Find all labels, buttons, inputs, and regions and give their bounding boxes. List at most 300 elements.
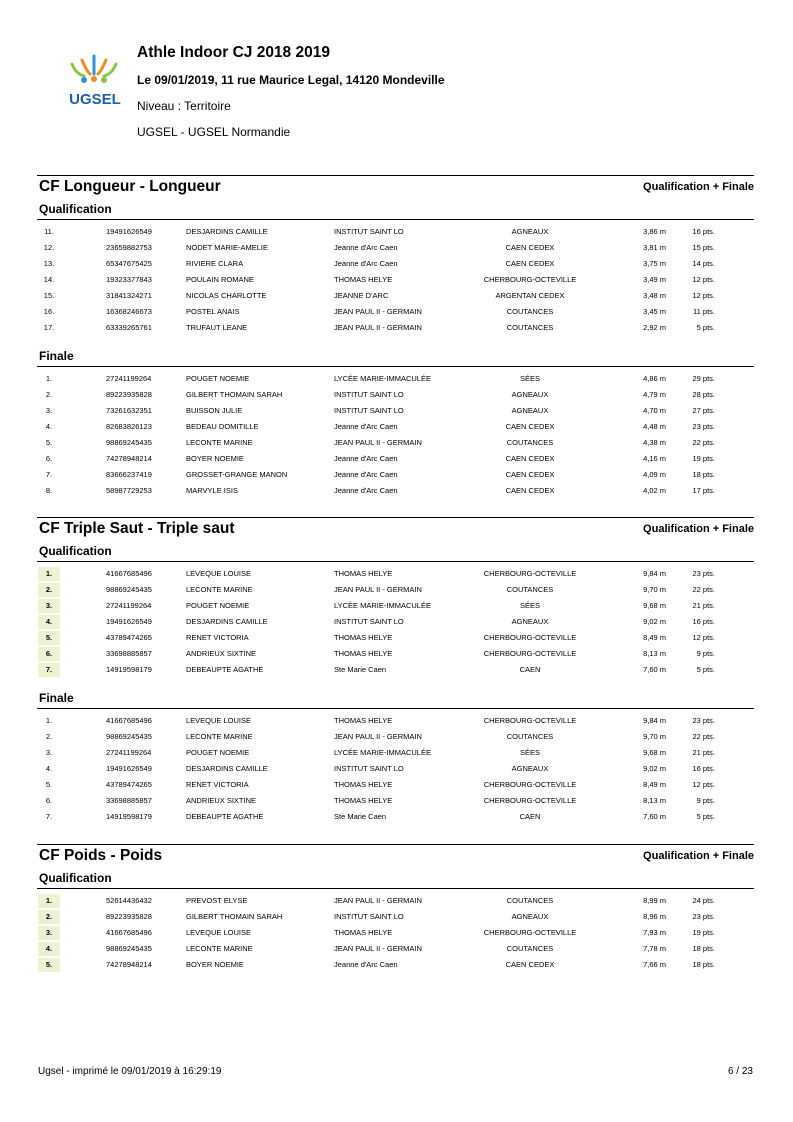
performance-cell: 9,68 m (643, 601, 666, 610)
rank-cell: 4. (38, 942, 60, 956)
table-row (37, 793, 754, 809)
rank-cell: 6. (45, 454, 53, 463)
city-cell: CHERBOURG-OCTEVILLE (483, 275, 577, 284)
licence-cell: 19491626549 (106, 227, 152, 236)
table-row (37, 614, 754, 630)
performance-cell: 3,49 m (643, 275, 666, 284)
school-cell: INSTITUT SAINT LO (334, 406, 404, 415)
points-cell: 18 pts. (692, 470, 715, 479)
table-row (37, 925, 754, 941)
phase-section (37, 346, 754, 509)
athlete-name-cell: LEVEQUE LOUISE (186, 716, 252, 725)
performance-cell: 4,70 m (643, 406, 666, 415)
school-cell: INSTITUT SAINT LO (334, 227, 404, 236)
rank-cell: 5. (45, 780, 53, 789)
points-cell: 23 pts. (692, 912, 715, 921)
licence-cell: 19323377843 (106, 275, 152, 284)
phase-title: Finale (37, 346, 754, 367)
table-row (37, 630, 754, 646)
school-cell: JEAN PAUL II - GERMAIN (334, 944, 422, 953)
athlete-name-cell: GILBERT THOMAIN SARAH (186, 912, 283, 921)
athlete-name-cell: BUISSON JULIE (186, 406, 243, 415)
athlete-name-cell: POUGET NOEMIE (186, 374, 250, 383)
rank-cell: 1. (38, 567, 60, 581)
event-header (37, 517, 754, 541)
school-cell: Jeanne d'Arc Caen (334, 486, 398, 495)
event-type: Qualification + Finale (643, 850, 754, 862)
performance-cell: 9,84 m (643, 569, 666, 578)
points-cell: 16 pts. (692, 617, 715, 626)
rank-cell: 4. (38, 615, 60, 629)
table-row (37, 957, 754, 973)
school-cell: THOMAS HELYE (334, 716, 393, 725)
points-cell: 28 pts. (692, 390, 715, 399)
city-cell: COUTANCES (506, 732, 554, 741)
athlete-name-cell: LECONTE MARINE (186, 438, 253, 447)
athlete-name-cell: LECONTE MARINE (186, 585, 253, 594)
points-cell: 21 pts. (692, 748, 715, 757)
city-cell: CAEN CEDEX (505, 486, 555, 495)
performance-cell: 2,92 m (643, 323, 666, 332)
athlete-name-cell: LECONTE MARINE (186, 944, 253, 953)
table-row (37, 288, 754, 304)
performance-cell: 3,81 m (643, 243, 666, 252)
licence-cell: 74278948214 (106, 454, 152, 463)
phase-title: Qualification (37, 199, 754, 220)
performance-cell: 9,02 m (643, 764, 666, 773)
table-row (37, 582, 754, 598)
city-cell: SÉES (519, 374, 540, 383)
city-cell: COUTANCES (506, 307, 554, 316)
athlete-name-cell: BOYER NOEMIE (186, 960, 244, 969)
table-row (37, 451, 754, 467)
points-cell: 22 pts. (692, 585, 715, 594)
city-cell: COUTANCES (506, 323, 554, 332)
school-cell: THOMAS HELYE (334, 796, 393, 805)
performance-cell: 3,48 m (643, 291, 666, 300)
event-header (37, 175, 754, 199)
school-cell: THOMAS HELYE (334, 780, 393, 789)
licence-cell: 73261632351 (106, 406, 152, 415)
table-row (37, 419, 754, 435)
city-cell: COUTANCES (506, 944, 554, 953)
table-row (37, 304, 754, 320)
footer-print-info: Ugsel - imprimé le 09/01/2019 à 16:29:19 (38, 1066, 222, 1077)
rank-cell: 11. (44, 227, 54, 236)
school-cell: JEAN PAUL II - GERMAIN (334, 438, 422, 447)
points-cell: 14 pts. (692, 259, 715, 268)
rank-cell: 2. (45, 390, 53, 399)
school-cell: Ste Marie Caen (334, 665, 387, 674)
city-cell: CHERBOURG-OCTEVILLE (483, 649, 577, 658)
school-cell: Jeanne d'Arc Caen (334, 422, 398, 431)
performance-cell: 9,84 m (643, 716, 666, 725)
points-cell: 22 pts. (692, 732, 715, 741)
points-cell: 29 pts. (692, 374, 715, 383)
city-cell: CAEN CEDEX (505, 259, 555, 268)
points-cell: 19 pts. (692, 928, 715, 937)
performance-cell: 3,45 m (643, 307, 666, 316)
licence-cell: 83666237419 (106, 470, 152, 479)
licence-cell: 41667685496 (106, 928, 152, 937)
page-title: Athle Indoor CJ 2018 2019 (137, 44, 330, 61)
licence-cell: 27241199264 (106, 748, 152, 757)
results-table (37, 220, 754, 346)
licence-cell: 65347675425 (106, 259, 152, 268)
table-row (37, 646, 754, 662)
school-cell: JEANNE D'ARC (334, 291, 389, 300)
points-cell: 27 pts. (692, 406, 715, 415)
school-cell: Jeanne d'Arc Caen (334, 243, 398, 252)
city-cell: CAEN CEDEX (505, 960, 555, 969)
licence-cell: 63339265761 (106, 323, 152, 332)
rank-cell: 4. (45, 422, 53, 431)
licence-cell: 33698885857 (106, 796, 152, 805)
licence-cell: 98869245435 (106, 585, 152, 594)
athlete-name-cell: GILBERT THOMAIN SARAH (186, 390, 283, 399)
athlete-name-cell: PREVOST ELYSE (186, 896, 248, 905)
event-date-place: Le 09/01/2019, 11 rue Maurice Legal, 14120 Mondeville (137, 73, 445, 87)
points-cell: 23 pts. (692, 716, 715, 725)
school-cell: LYCÉE MARIE-IMMACULÉE (334, 748, 431, 757)
performance-cell: 8,49 m (643, 780, 666, 789)
points-cell: 9 pts. (696, 796, 715, 805)
rank-cell: 12. (43, 243, 55, 252)
rank-cell: 3. (45, 406, 53, 415)
performance-cell: 7,93 m (643, 928, 666, 937)
points-cell: 16 pts. (692, 227, 715, 236)
city-cell: CHERBOURG-OCTEVILLE (483, 633, 577, 642)
licence-cell: 58987729253 (106, 486, 152, 495)
performance-cell: 7,60 m (643, 812, 666, 821)
licence-cell: 89223935828 (106, 912, 152, 921)
athlete-name-cell: DEBEAUPTE AGATHE (186, 665, 264, 674)
phase-title: Finale (37, 688, 754, 709)
svg-text:UGSEL: UGSEL (69, 91, 121, 108)
school-cell: Jeanne d'Arc Caen (334, 454, 398, 463)
rank-cell: 4. (45, 764, 53, 773)
table-row (37, 387, 754, 403)
points-cell: 18 pts. (692, 960, 715, 969)
licence-cell: 43789474265 (106, 780, 152, 789)
city-cell: CAEN CEDEX (505, 470, 555, 479)
school-cell: INSTITUT SAINT LO (334, 390, 404, 399)
athlete-name-cell: DESJARDINS CAMILLE (186, 617, 268, 626)
school-cell: LYCÉE MARIE-IMMACULÉE (334, 374, 431, 383)
table-row (37, 941, 754, 957)
school-cell: INSTITUT SAINT LO (334, 912, 404, 921)
athlete-name-cell: LEVEQUE LOUISE (186, 569, 252, 578)
athlete-name-cell: POULAIN ROMANE (186, 275, 254, 284)
school-cell: LYCÉE MARIE-IMMACULÉE (334, 601, 431, 610)
licence-cell: 19491626549 (106, 764, 152, 773)
performance-cell: 4,02 m (643, 486, 666, 495)
event-section (37, 175, 754, 509)
performance-cell: 9,68 m (643, 748, 666, 757)
school-cell: INSTITUT SAINT LO (334, 764, 404, 773)
licence-cell: 98869245435 (106, 732, 152, 741)
athlete-name-cell: RENET VICTORIA (186, 780, 249, 789)
table-row (37, 467, 754, 483)
results-table (37, 562, 754, 688)
points-cell: 12 pts. (692, 275, 715, 284)
points-cell: 23 pts. (692, 569, 715, 578)
table-row (37, 566, 754, 582)
school-cell: Ste Marie Caen (334, 812, 387, 821)
points-cell: 5 pts. (696, 665, 715, 674)
city-cell: AGNEAUX (511, 227, 549, 236)
city-cell: CAEN (519, 665, 541, 674)
rank-cell: 3. (45, 748, 53, 757)
performance-cell: 8,96 m (643, 912, 666, 921)
table-row (37, 272, 754, 288)
level-text: Niveau : Territoire (137, 99, 231, 113)
rank-cell: 15. (43, 291, 55, 300)
rank-cell: 6. (45, 796, 53, 805)
event-title: CF Triple Saut - Triple saut (39, 520, 235, 537)
performance-cell: 8,99 m (643, 896, 666, 905)
athlete-name-cell: MARVYLE ISIS (186, 486, 238, 495)
points-cell: 12 pts. (692, 633, 715, 642)
phase-section (37, 868, 754, 983)
points-cell: 11 pts. (693, 307, 715, 316)
performance-cell: 9,02 m (643, 617, 666, 626)
licence-cell: 41667685496 (106, 569, 152, 578)
points-cell: 22 pts. (692, 438, 715, 447)
event-section (37, 844, 754, 983)
table-row (37, 320, 754, 336)
athlete-name-cell: POUGET NOEMIE (186, 601, 250, 610)
performance-cell: 9,70 m (643, 732, 666, 741)
points-cell: 16 pts. (692, 764, 715, 773)
performance-cell: 8,13 m (643, 649, 666, 658)
performance-cell: 8,49 m (643, 633, 666, 642)
points-cell: 23 pts. (692, 422, 715, 431)
rank-cell: 7. (45, 470, 53, 479)
city-cell: AGNEAUX (511, 617, 549, 626)
document-header (0, 0, 793, 160)
licence-cell: 98869245435 (106, 944, 152, 953)
performance-cell: 4,38 m (643, 438, 666, 447)
city-cell: CHERBOURG-OCTEVILLE (483, 796, 577, 805)
table-row (37, 224, 754, 240)
performance-cell: 3,75 m (643, 259, 666, 268)
athlete-name-cell: LEVEQUE LOUISE (186, 928, 252, 937)
licence-cell: 16368246673 (106, 307, 152, 316)
school-cell: THOMAS HELYE (334, 649, 393, 658)
licence-cell: 52614436432 (106, 896, 152, 905)
performance-cell: 4,48 m (643, 422, 666, 431)
rank-cell: 13. (43, 259, 55, 268)
licence-cell: 98869245435 (106, 438, 152, 447)
city-cell: ARGENTAN CEDEX (495, 291, 565, 300)
rank-cell: 14. (43, 275, 55, 284)
points-cell: 21 pts. (692, 601, 715, 610)
table-row (37, 371, 754, 387)
city-cell: CHERBOURG-OCTEVILLE (483, 569, 577, 578)
school-cell: JEAN PAUL II - GERMAIN (334, 732, 422, 741)
city-cell: SÉES (519, 601, 540, 610)
rank-cell: 5. (45, 438, 53, 447)
licence-cell: 82683826123 (106, 422, 152, 431)
rank-cell: 17. (43, 323, 55, 332)
school-cell: THOMAS HELYE (334, 928, 393, 937)
phase-section (37, 688, 754, 835)
school-cell: JEAN PAUL II - GERMAIN (334, 585, 422, 594)
rank-cell: 7. (45, 812, 53, 821)
phase-section (37, 541, 754, 688)
table-row (37, 745, 754, 761)
table-row (37, 809, 754, 825)
rank-cell: 2. (38, 583, 60, 597)
licence-cell: 43789474265 (106, 633, 152, 642)
event-header (37, 844, 754, 868)
athlete-name-cell: RIVIERE CLARA (186, 259, 244, 268)
table-row (37, 403, 754, 419)
table-row (37, 729, 754, 745)
school-cell: INSTITUT SAINT LO (334, 617, 404, 626)
rank-cell: 5. (38, 631, 60, 645)
licence-cell: 74278948214 (106, 960, 152, 969)
licence-cell: 23659882753 (106, 243, 152, 252)
results-table (37, 889, 754, 983)
school-cell: Jeanne d'Arc Caen (334, 259, 398, 268)
athlete-name-cell: NODET MARIE-AMELIE (186, 243, 268, 252)
performance-cell: 4,16 m (643, 454, 666, 463)
licence-cell: 89223935828 (106, 390, 152, 399)
table-row (37, 909, 754, 925)
city-cell: CAEN (519, 812, 541, 821)
rank-cell: 3. (38, 599, 60, 613)
organization-text: UGSEL - UGSEL Normandie (137, 125, 291, 139)
rank-cell: 1. (45, 716, 53, 725)
city-cell: AGNEAUX (511, 764, 549, 773)
city-cell: CAEN CEDEX (505, 243, 555, 252)
school-cell: JEAN PAUL II - GERMAIN (334, 307, 422, 316)
licence-cell: 14919598179 (106, 665, 152, 674)
phase-title: Qualification (37, 868, 754, 889)
athlete-name-cell: POSTEL ANAIS (186, 307, 240, 316)
performance-cell: 9,70 m (643, 585, 666, 594)
school-cell: JEAN PAUL II - GERMAIN (334, 323, 422, 332)
performance-cell: 3,86 m (643, 227, 666, 236)
table-row (37, 256, 754, 272)
rank-cell: 2. (38, 910, 60, 924)
city-cell: COUTANCES (506, 896, 554, 905)
athlete-name-cell: ANDRIEUX SIXTINE (186, 796, 257, 805)
rank-cell: 3. (38, 926, 60, 940)
city-cell: COUTANCES (506, 438, 554, 447)
licence-cell: 27241199264 (106, 374, 152, 383)
school-cell: THOMAS HELYE (334, 569, 393, 578)
athlete-name-cell: DESJARDINS CAMILLE (186, 764, 268, 773)
points-cell: 18 pts. (692, 944, 715, 953)
school-cell: Jeanne d'Arc Caen (334, 470, 398, 479)
points-cell: 19 pts. (692, 454, 715, 463)
athlete-name-cell: GROSSET-GRANGE MANON (186, 470, 288, 479)
points-cell: 12 pts. (692, 780, 715, 789)
rank-cell: 8. (45, 486, 53, 495)
rank-cell: 16. (43, 307, 55, 316)
city-cell: AGNEAUX (511, 390, 549, 399)
athlete-name-cell: ANDRIEUX SIXTINE (186, 649, 257, 658)
rank-cell: 7. (38, 663, 60, 677)
rank-cell: 5. (38, 958, 60, 972)
rank-cell: 1. (38, 894, 60, 908)
rank-cell: 2. (45, 732, 53, 741)
ugsel-logo (60, 50, 130, 110)
table-row (37, 240, 754, 256)
event-title: CF Poids - Poids (39, 847, 163, 864)
city-cell: CHERBOURG-OCTEVILLE (483, 928, 577, 937)
points-cell: 12 pts. (692, 291, 715, 300)
school-cell: THOMAS HELYE (334, 633, 393, 642)
licence-cell: 19491626549 (106, 617, 152, 626)
points-cell: 5 pts. (696, 812, 715, 821)
table-row (37, 761, 754, 777)
licence-cell: 33698885857 (106, 649, 152, 658)
city-cell: CHERBOURG-OCTEVILLE (483, 716, 577, 725)
performance-cell: 4,79 m (643, 390, 666, 399)
results-content (37, 175, 754, 983)
event-type: Qualification + Finale (643, 523, 754, 535)
athlete-name-cell: POUGET NOEMIE (186, 748, 250, 757)
licence-cell: 27241199264 (106, 601, 152, 610)
table-row (37, 598, 754, 614)
city-cell: SÉES (519, 748, 540, 757)
city-cell: AGNEAUX (511, 912, 549, 921)
city-cell: AGNEAUX (511, 406, 549, 415)
phase-section (37, 199, 754, 346)
table-row (37, 893, 754, 909)
table-row (37, 483, 754, 499)
school-cell: THOMAS HELYE (334, 275, 393, 284)
licence-cell: 14919598179 (106, 812, 152, 821)
city-cell: COUTANCES (506, 585, 554, 594)
athlete-name-cell: RENET VICTORIA (186, 633, 249, 642)
points-cell: 17 pts. (692, 486, 715, 495)
table-row (37, 435, 754, 451)
licence-cell: 41667685496 (106, 716, 152, 725)
school-cell: Jeanne d'Arc Caen (334, 960, 398, 969)
points-cell: 15 pts. (692, 243, 715, 252)
results-table (37, 367, 754, 509)
performance-cell: 8,13 m (643, 796, 666, 805)
points-cell: 9 pts. (696, 649, 715, 658)
table-row (37, 662, 754, 678)
athlete-name-cell: LECONTE MARINE (186, 732, 253, 741)
school-cell: JEAN PAUL II - GERMAIN (334, 896, 422, 905)
phase-title: Qualification (37, 541, 754, 562)
table-row (37, 777, 754, 793)
rank-cell: 1. (45, 374, 53, 383)
performance-cell: 4,09 m (643, 470, 666, 479)
points-cell: 24 pts. (692, 896, 715, 905)
performance-cell: 7,60 m (643, 665, 666, 674)
athlete-name-cell: NICOLAS CHARLOTTE (186, 291, 267, 300)
results-table (37, 709, 754, 835)
event-title: CF Longueur - Longueur (39, 178, 221, 195)
rank-cell: 6. (38, 647, 60, 661)
points-cell: 5 pts. (696, 323, 715, 332)
performance-cell: 4,86 m (643, 374, 666, 383)
performance-cell: 7,78 m (643, 944, 666, 953)
athlete-name-cell: TRUFAUT LEANE (186, 323, 248, 332)
licence-cell: 31841324271 (106, 291, 152, 300)
athlete-name-cell: BEDEAU DOMITILLE (186, 422, 259, 431)
city-cell: CAEN CEDEX (505, 422, 555, 431)
athlete-name-cell: BOYER NOEMIE (186, 454, 244, 463)
